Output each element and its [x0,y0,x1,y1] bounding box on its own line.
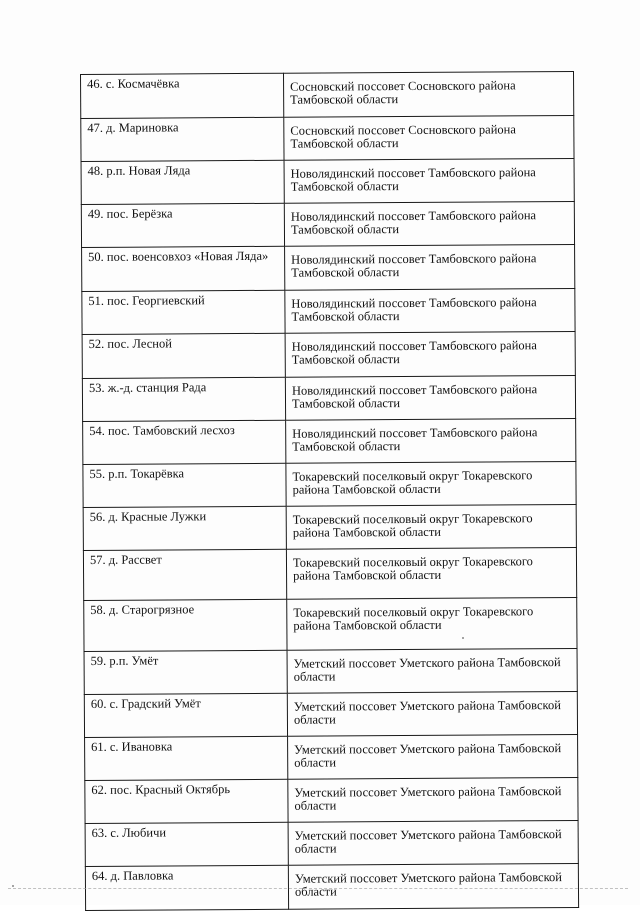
municipal-body: Новолядинский поссовет Тамбовского района Тамбовской области [286,418,576,463]
table-row [82,375,575,421]
settlement-name: 53. ж.-д. станция Рада [82,377,285,421]
table-row [85,777,578,823]
scan-speck [12,885,14,887]
municipal-body: Уметский поссовет Уметского района Тамбовской области [288,777,578,822]
settlement-name: 50. пос. военсовхоз «Новая Ляда» [82,246,285,291]
municipal-body: Токаревский поселковый округ Токаревского района Тамбовской области [286,461,576,506]
settlement-name: 59. р.п. Умёт [84,650,287,694]
table-row [85,820,578,866]
municipal-body: Уметский поссовет Уметского района Тамбовской области [287,691,577,736]
settlement-name: 56. д. Красные Лужки [83,506,286,550]
table-row [81,71,574,118]
table-row [81,115,574,161]
settlement-name: 58. д. Старогрязное [84,599,287,651]
municipal-body: Уметский поссовет Уметского района Тамбовской области [288,820,578,865]
settlements-table [80,71,579,911]
settlement-name: 57. д. Рассвет [83,549,286,600]
settlement-name: 47. д. Мариновка [81,117,284,161]
table-row [81,158,574,204]
table-row [83,461,576,507]
settlement-name: 61. с. Ивановка [85,736,288,780]
municipal-body: Токаревский поселковый округ Токаревского района Тамбовской области [286,504,576,549]
settlement-name: 60. с. Градский Умёт [84,693,287,737]
settlement-name: 54. пос. Тамбовский лесхоз [83,420,286,464]
scan-edge-line [8,888,628,889]
table-row [83,504,576,550]
settlement-name: 62. пос. Красный Октябрь [85,779,288,823]
table-row [85,734,578,780]
municipal-body: Новолядинский поссовет Тамбовского района Тамбовской области [284,158,574,203]
settlement-name: 52. пос. Лесной [82,333,285,378]
table-row [82,331,575,378]
table-row [84,597,577,651]
settlement-name: 64. д. Павловка [85,865,288,910]
municipal-body: Уметский поссовет Уметского района Тамбовской области [288,863,578,909]
table-row [85,863,578,910]
settlement-name: 51. пос. Георгиевский [82,290,285,334]
municipal-body: Новолядинский поссовет Тамбовского района Тамбовской области [285,375,575,420]
settlement-name: 49. пос. Берёзка [81,203,284,247]
scan-speck [462,637,464,639]
settlement-name: 48. р.п. Новая Ляда [81,160,284,204]
municipal-body: Сосновский поссовет Сосновского района Тамбовской области [283,71,573,117]
table-row [82,244,575,291]
municipal-body: Сосновский поссовет Сосновского района Тамбовской области [284,115,574,160]
table-row [84,691,577,737]
municipal-body: Уметский поссовет Уметского района Тамбовской области [288,734,578,779]
municipal-body: Новолядинский поссовет Тамбовского района Тамбовской области [284,201,574,246]
table-row [84,648,577,694]
settlement-name: 46. с. Космачёвка [81,73,284,118]
municipal-body: Новолядинский поссовет Тамбовского района Тамбовской области [285,331,575,377]
table-row [82,288,575,334]
municipal-body: Токаревский поселковый округ Токаревского района Тамбовской области [286,547,576,599]
table-row [81,201,574,247]
municipal-body: Новолядинский поссовет Тамбовского района Тамбовской области [285,288,575,333]
settlement-name: 55. р.п. Токарёвка [83,463,286,507]
settlement-name: 63. с. Любичи [85,822,288,866]
table-row [83,547,576,600]
table-row [83,418,576,464]
municipal-body: Уметский поссовет Уметского района Тамбовской области [287,648,577,693]
municipal-body: Новолядинский поссовет Тамбовского района Тамбовской области [285,244,575,290]
municipal-body: Токаревский поселковый округ Токаревского района Тамбовской области [287,597,577,650]
